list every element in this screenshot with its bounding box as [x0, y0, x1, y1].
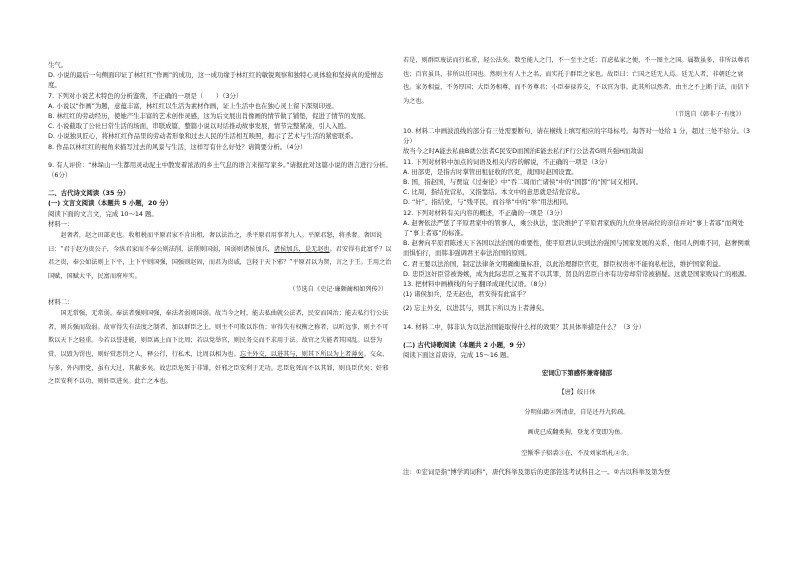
material-two-label: 材料二：: [48, 298, 74, 307]
section-classical-prose: (一) 文言文阅读（本题共 5 小题，20 分）: [48, 199, 172, 208]
q12-stem: 12. 下列对材料有关内容的概述，不正确的一项是（3分）: [403, 208, 567, 217]
q14-stem: 14. 材料二中，韩非认为以法治国能取得什么样的效果？其具体举措是什么？（3 分）: [403, 322, 645, 331]
q11-option-b: B. 国，指赵国，与贾谊《过秦论》中“吞二周而亡诸侯”中的“国都”的“国”词义相同。: [403, 177, 643, 186]
material-two-underline: 忘主外交，以进其与，则其下所以为上者薄矣: [239, 351, 364, 358]
q9-stem: 9. 有人评价：“林垛山一生都用灵动泥土中散发着浓浓的乡土气息的语言来描写家乡。”请据此对这篇小说的语言进行分析。（6分）: [48, 160, 392, 180]
material-two-text: 国无常强，无常弱。奉法者强则国强，奉法者弱则国弱。故当今之时，能去私曲就公法者，民安而国治；能去私行行公法者，则兵强而敌弱。故审得失有法度之制者，加以群臣之上，则主不可欺以诈伪；审得失有权衡之称者，以听远事，则主不可欺以天下之轻重。今若以誉进能，则臣离上而下比周；若以党举官，则民务交而不求用于法。故官之失能者其国乱。以誉为赏，以毁为罚也，则好赏恶罚之人，释公行，行私术，比周以相为也。忘主外交，以进其与，则其下所以为上者薄矣。交众、与多，外内朋党，虽有大过，其蔽多矣。故忠臣危死于非罪，奸邪之臣安利于无功。忠臣危死而不以其罪，则良臣伏矣；奸邪之臣安利不以功，则奸臣进矣。此亡之本也。: [48, 310, 389, 386]
poem-line-2: 画虎已成翻类狗，登龙才变即为鱼。: [527, 429, 627, 437]
left-column: [48, 60, 393, 389]
classical-prose-instruction: 阅读下面的文言文，完成 10～14 题。: [48, 209, 158, 218]
q13-item-1: (1) 诸侯加兵，是无赵也，君安得有此富乎？: [403, 290, 530, 299]
q13-stem: 13. 把材料中画横线的句子翻译成现代汉语。（8分）: [403, 280, 551, 289]
section-poetry: (二) 古代诗歌阅读（本题共 2 小题，9 分）: [403, 340, 529, 349]
q7-option-a: A. 小说以“作画”为题，意蕴丰富，林红红以生活为素材作画，证上生活中也在独心灵上留下深刻印迹。: [48, 101, 338, 110]
q13-item-2: (2) 忘主外交，以进其与，则其下所以为上者薄矣。: [403, 304, 549, 313]
poem-title: 宏词①下第感怀兼寄储邵: [541, 368, 613, 377]
q7-option-d: D. 小说独具匠心，将林红红作品里的劳动者形象和过去人民的生活相互映照，揭示了艺术与生活的紧密联系。: [48, 132, 358, 141]
right-column: [403, 57, 753, 477]
material-one-text: 赵奢者，赵之田部吏也。收租税而平原君家不肯出租，奢以法治之，杀平原君用事者九人。平原君怒，将杀奢。奢因说曰：“君于赵为贵公子，今纵君家而不奉公则法削，法削则国弱，国弱则诸侯加兵，诸侯加兵，是无赵也。君安得有此富乎？以君之贵，奉公如法则上下平，上下平则国强，国强则赵固，而君为贵戚，岂轻于天下邪？”平原君以为贤，言之于王。王用之治国赋，国赋大平，民富而府库实。: [48, 232, 392, 280]
material-one-underline: 诸侯加兵，是无赵也: [273, 245, 330, 253]
q11-option-a: A. 田部吏，是指古时掌管田租征收的官吏，战国时赵国设置。: [403, 167, 578, 176]
q6-continuation: 生气。: [48, 61, 68, 69]
q7-option-b: B. 林红红的劳动经历，使她产生丰富的艺术创作灵感，这为后文展出肖像画的情节做了铺垫，促进了情节的发展。: [48, 112, 370, 121]
poem-line-3: 空惭季子貂裘③在，不及刘家纸札④余。: [521, 449, 633, 457]
material-two-source: （节选自《韩非子·有度》）: [671, 111, 745, 119]
q12-option-d: D. 忠臣这奸臣常被谗嫉，成为此际忠臣之冤者不以其罪，贤良的忠臣自亦有功劳却常常被猜疑。这就是国家败局亡的根源。: [403, 269, 751, 278]
q11-option-d: D. “奸”，指结党，与“残平民，而谷举”中的“举”用法相同。: [403, 198, 573, 207]
q7-stem: 7. 下列对小说艺术特色的分析鉴赏，不正确的一项是（ ）（3分）: [48, 91, 243, 100]
poem-author: 【唐】皎日休: [558, 389, 596, 397]
q10-stem: 10. 材料二中画波浪线的部分有三处需要断句，请在横线上填写相应的字母标号。每答对一处给 1 分，超过三处不给分。（3 分）: [403, 126, 753, 146]
q10-text: 故当今之时A能去私曲B就公法者C民安D而国治E能去私行F行公法者G则兵强H而敌弱: [403, 147, 644, 156]
q6-option-d: D. 小说的最后一句侧面印证了林红红“作画”的成功，这一成功缘于林红红的敏锐观察和独特心灵体验和坚持真的爱憎态度。: [48, 71, 384, 90]
q7-option-c: C. 小说截取了公社日常生活的场面，串联成篇，整篇小说以对话推动故事发展，情节完整紧凑，引人入胜。: [48, 122, 351, 131]
q12-option-c: C. 君王要以法治国，制定法律条文明确衡量标准，以此治理群臣官吏，群臣权贵亦不能徇私枉法，维护国家利益。: [403, 259, 725, 268]
material-one-source: （节选自《史记·廉颇蔺相如列传》）: [289, 286, 387, 294]
poem-line-1: 分明仙籍②列清虚，自是还丹九转疏。: [524, 409, 630, 417]
poetry-instruction: 阅读下面这首唐诗，完成 15～16 题。: [403, 351, 513, 360]
material-one-label: 材料一：: [48, 219, 74, 228]
section-ancient-reading: 二、古代诗文阅读（35 分）: [48, 189, 130, 198]
poem-note: 注：①宏词是指“博学鸿词科”，唐代科举及第后的吏部铨选考试科目之一。②古以科举及第为登: [403, 467, 671, 476]
material-two-continuation: 若是，则群臣废法而行私重，轻公法矣。数至能人之门，不一至主之廷；百虑私家之便，不一图主之国。属数虽多，非所以尊君也；百官虽具，非所以任国也。然则主有人主之名，而实托于群臣之家也。故臣曰：亡国之廷无人焉。廷无人者，非朝廷之衰也。家务相益，不务厚国；大臣务相尊，而不务尊君；小臣奉禄养交，不以官为事。此其所以然者，由主之不上断于法，而信下为之也。: [403, 57, 750, 105]
q8-stem: 8. 作品以林红红的视角来描写过去的风景与生活，这样写有什么好处？请简要分析。（4分）: [48, 142, 307, 151]
q11-stem: 11. 下列对材料中加点的词语及相关内容的解说，不正确的一项是（3分）: [403, 157, 611, 166]
q11-option-c: C. 比周，指结党营私，又指靠结。本文中的意思就是结党营私。: [403, 188, 585, 197]
q12-option-a: A. 赵奢依法严惩了平原君家中的管事人，乘公执法，坚决维护了平原君家族的九位身居高位的亲信并对“事上者寡”而判处了“事上者寡”的标准。: [403, 218, 744, 237]
q12-option-b: B. 赵奢向平原君陈述天下各国以法治国的重要性，使平原君认识到法治强国与国家发展的关系，他同人例重不同，赵奢例重而惧怕行，而韩非强调君王奉法治国的原则。: [403, 239, 751, 258]
